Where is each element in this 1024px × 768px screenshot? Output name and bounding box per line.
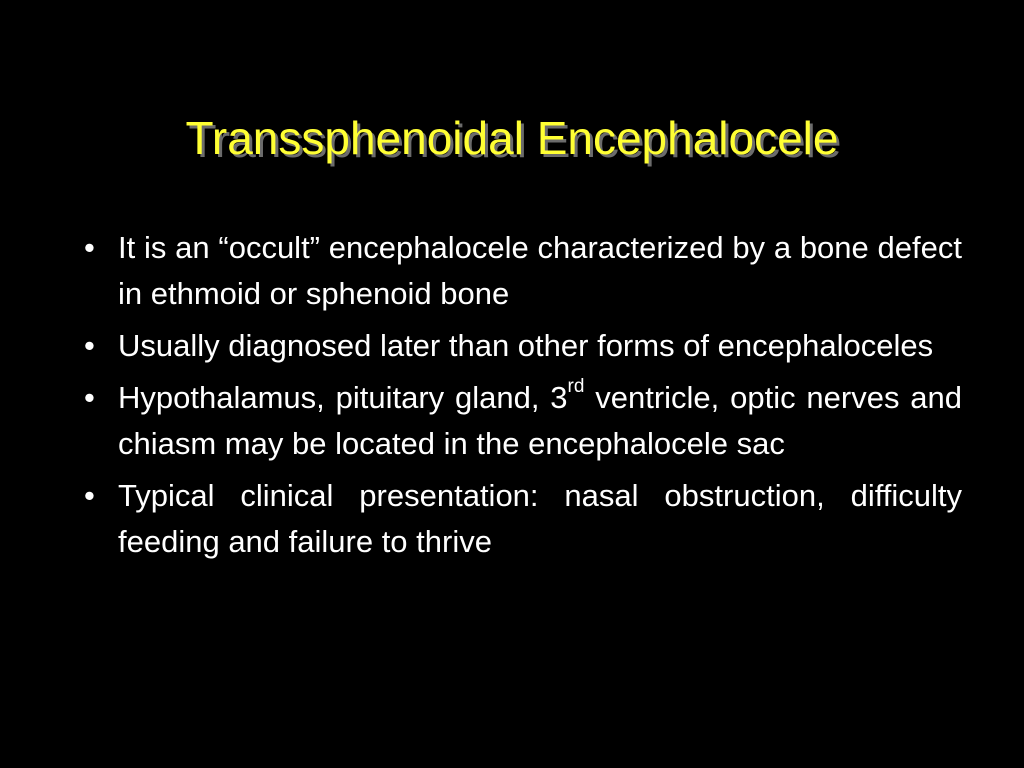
bullet-dot-icon: • — [84, 328, 95, 363]
bullet-item-presentation — [80, 473, 962, 565]
bullet-text: Typical clinical presentation: nasal obstruction, difficulty feeding and failure to thrive — [118, 478, 962, 559]
bullet-text-part: ventricle, optic nerves and chiasm may be located in the encephalocele sac — [118, 380, 963, 461]
bullet-item-contents — [80, 375, 962, 467]
bullet-text: Usually diagnosed later than other forms of encephaloceles — [118, 328, 934, 363]
bullet-dot-icon: • — [84, 230, 95, 265]
bullet-item-occult — [80, 225, 962, 317]
bullet-dot-icon: • — [84, 478, 95, 513]
bullet-dot-icon: • — [84, 380, 95, 415]
ordinal-superscript: rd — [567, 375, 585, 397]
bullet-item-diagnosis — [80, 323, 962, 369]
slide-title: Transsphenoidal Encephalocele — [185, 112, 839, 164]
bullet-list — [80, 225, 962, 571]
bullet-text — [118, 375, 963, 461]
bullet-text-part: Hypothalamus, pituitary gland, 3 — [118, 380, 568, 415]
bullet-text: It is an “occult” encephalocele characterized by a bone defect in ethmoid or sphenoid bone — [118, 230, 962, 311]
